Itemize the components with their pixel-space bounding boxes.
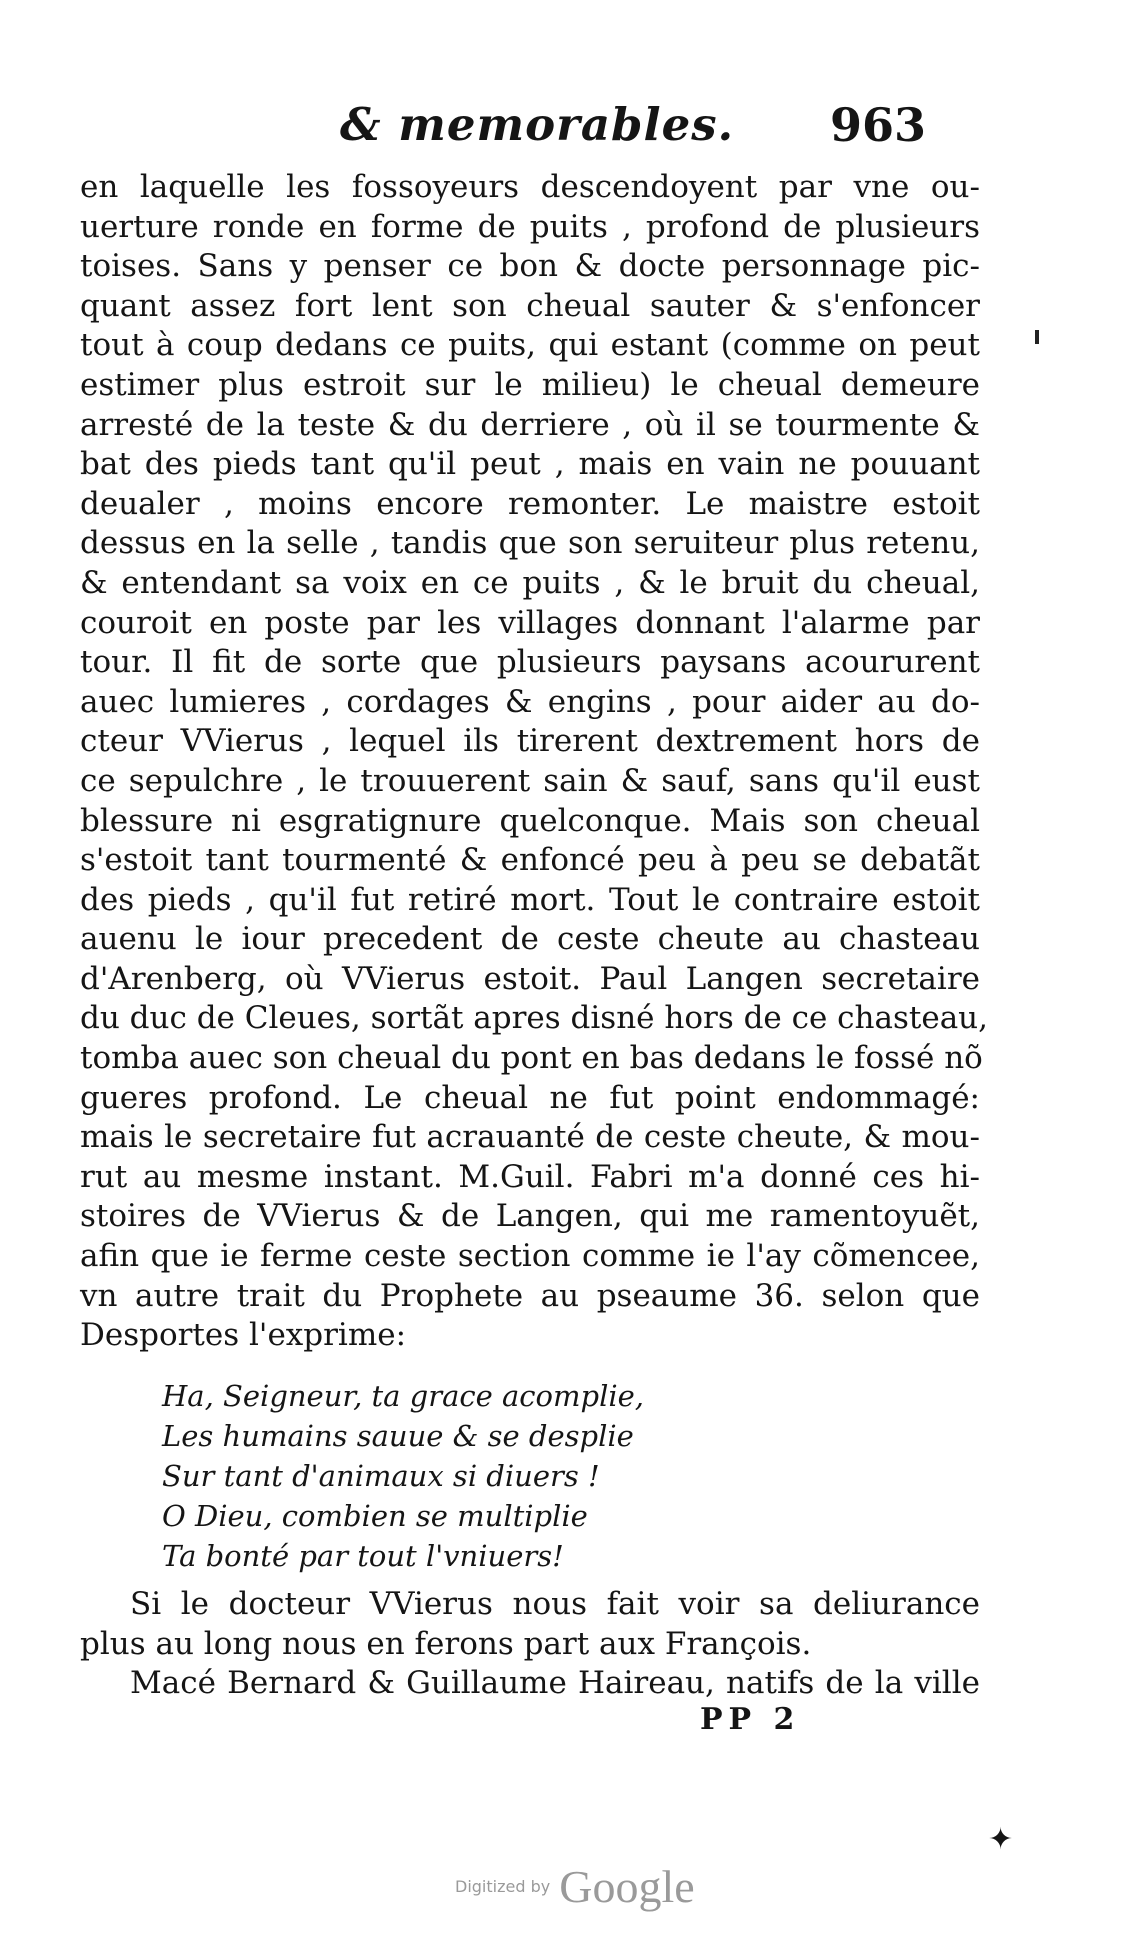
paragraph-1 [80, 168, 989, 1356]
text-line: toises. Sans y penser ce bon & docte personnage pic- [80, 248, 980, 285]
paragraph-2 [80, 1585, 980, 1704]
text-line: deualer , moins encore remonter. Le maistre estoit [80, 485, 980, 522]
text-line: plus au long nous en ferons part aux François. [80, 1625, 812, 1662]
text-line: bat des pieds tant qu'il peut , mais en vain ne pouuant [80, 446, 980, 483]
text-line: quant assez fort lent son cheual sauter & s'enfoncer [80, 287, 980, 324]
running-head: & memorables. [340, 98, 735, 151]
poem-line: Ha, Seigneur, ta grace acomplie, [162, 1379, 644, 1413]
watermark-brand: Google [559, 1861, 695, 1912]
digitization-watermark [455, 1860, 695, 1913]
text-line: tour. Il fit de sorte que plusieurs paysans acoururent [80, 644, 980, 681]
page-number: 963 [830, 98, 927, 152]
poem-line: O Dieu, combien se multiplie [162, 1499, 588, 1533]
text-line: & entendant sa voix en ce puits , & le bruit du cheual, [80, 564, 980, 601]
text-line: tomba auec son cheual du pont en bas dedans le fossé nõ [80, 1040, 983, 1077]
poem-line: Les humains sauue & se desplie [162, 1419, 634, 1453]
watermark-prefix: Digitized by [455, 1877, 551, 1896]
poem-line: Ta bonté par tout l'vniuers! [162, 1539, 564, 1573]
text-line: rut au mesme instant. M.Guil. Fabri m'a donné ces hi- [80, 1158, 980, 1195]
text-line: auenu le iour precedent de ceste cheute au chasteau [80, 921, 980, 958]
text-line: vn autre trait du Prophete au pseaume 36. selon que [80, 1277, 980, 1314]
margin-mark [1035, 330, 1039, 344]
page-header [340, 98, 980, 158]
text-line: d'Arenberg, où VVierus estoit. Paul Langen secretaire [80, 960, 980, 997]
text-line: auec lumieres , cordages & engins , pour aider au do- [80, 683, 980, 720]
text-line: gueres profond. Le cheual ne fut point endommagé: [80, 1079, 980, 1116]
text-line: stoires de VVierus & de Langen, qui me ramentoyuẽt, [80, 1198, 980, 1235]
text-line: uerture ronde en forme de puits , profond de plusieurs [80, 208, 980, 245]
text-line: dessus en la selle , tandis que son seruiteur plus retenu, [80, 525, 980, 562]
text-line: Si le docteur VVierus nous fait voir sa deliurance [130, 1586, 980, 1622]
text-line: ce sepulchre , le trouuerent sain & sauf, sans qu'il eust [80, 762, 980, 799]
poem-line: Sur tant d'animaux si diuers ! [162, 1459, 600, 1493]
text-line: arresté de la teste & du derriere , où il se tourmente & [80, 406, 980, 443]
text-line: couroit en poste par les villages donnant l'alarme par [80, 604, 980, 641]
signature-mark: PP 2 [700, 1702, 801, 1737]
text-line: tout à coup dedans ce puits, qui estant (comme on peut [80, 327, 980, 364]
text-line: Macé Bernard & Guillaume Haireau, natifs de la ville [130, 1665, 980, 1702]
text-line: s'estoit tant tourmenté & enfoncé peu à peu se debatãt [80, 842, 980, 879]
text-line: estimer plus estroit sur le milieu) le cheual demeure [80, 366, 980, 403]
text-line: Desportes l'exprime: [80, 1317, 407, 1354]
text-line: afin que ie ferme ceste section comme ie l'ay cõmencee, [80, 1238, 980, 1275]
text-line: des pieds , qu'il fut retiré mort. Tout le contraire estoit [80, 881, 980, 918]
poem-quotation [162, 1376, 722, 1576]
text-line: blessure ni esgratignure quelconque. Mais son cheual [80, 802, 980, 839]
text-line: du duc de Cleues, sortãt apres disné hors de ce chasteau, [80, 1000, 989, 1037]
text-line: en laquelle les fossoyeurs descendoyent par vne ou- [80, 169, 980, 205]
text-line: mais le secretaire fut acrauanté de ceste cheute, & mou- [80, 1119, 980, 1156]
text-line: cteur VVierus , lequel ils tirerent dextrement hors de [80, 723, 980, 760]
corner-mark-icon: ✦ [988, 1822, 1014, 1857]
